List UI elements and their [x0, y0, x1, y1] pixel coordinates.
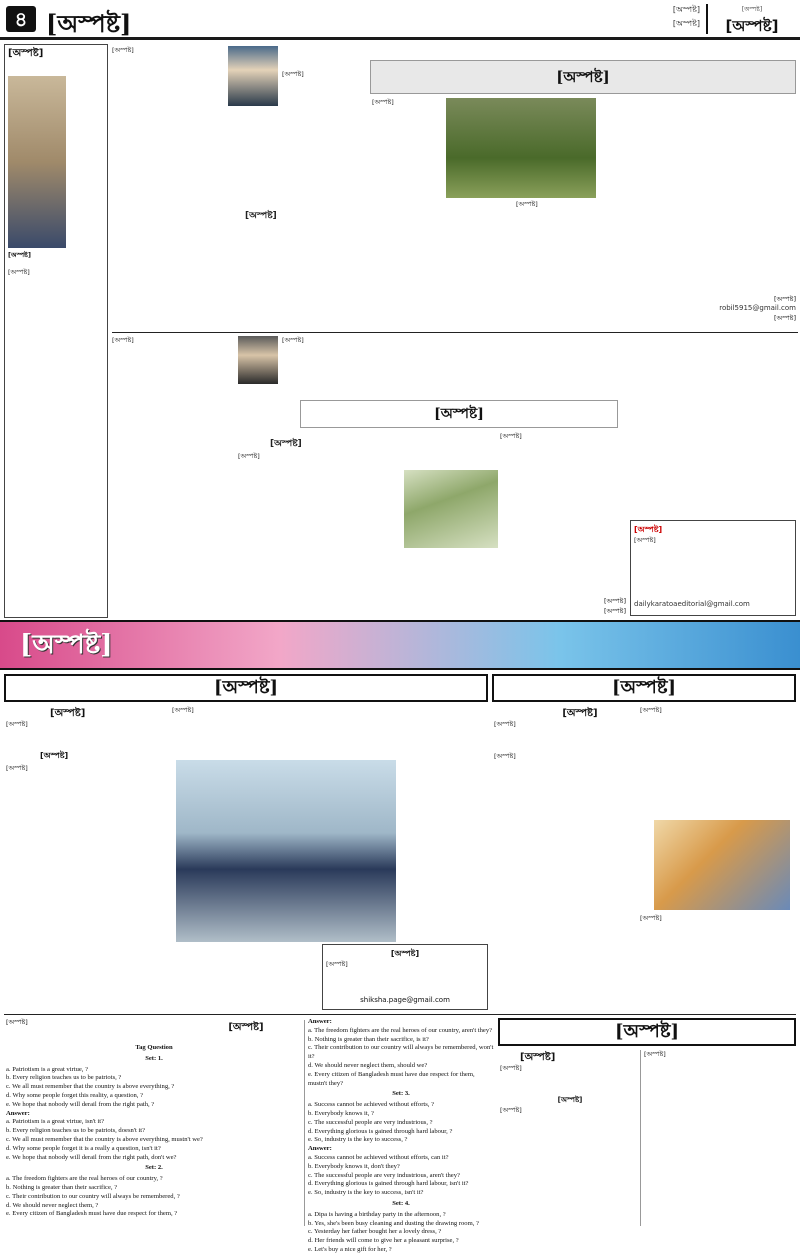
money-photo: [404, 470, 498, 548]
article2-headline: [অস্পষ্ট]: [300, 400, 618, 428]
brand-big: [অস্পষ্ট]: [725, 17, 779, 35]
set2-answer-label: Answer:: [308, 1018, 332, 1025]
editorial-notice-body: [অস্পষ্ট]: [634, 536, 656, 544]
article1-email: robil5915@gmail.com: [719, 304, 796, 312]
english-col-divider: [304, 1020, 305, 1226]
set1-q1: b. Every religion teaches us to be patriots, ?: [6, 1074, 122, 1082]
c1112-note: [অস্পষ্ট]: [640, 914, 662, 922]
set3-title: Set: 3.: [392, 1090, 410, 1098]
set3-a1: b. Everybody knows it, don't they?: [308, 1162, 400, 1170]
class-9-10-banner: [অস্পষ্ট]: [4, 674, 488, 702]
set2-a2: c. Their contribution to our country will always be remembered, won't it?: [308, 1044, 494, 1061]
education-banner-title: [অস্পষ্ট]: [20, 630, 113, 660]
set3-a3: d. Everything glorious is gained through hard labour, isn't it?: [308, 1180, 469, 1188]
set2-q2: c. Their contribution to our country will always be remembered, ?: [6, 1192, 180, 1200]
call-email: shiksha.page@gmail.com: [360, 996, 450, 1004]
c910-subject: [অস্পষ্ট]: [50, 708, 86, 719]
c8-subject: [অস্পষ্ট]: [520, 1052, 556, 1063]
set3-q2: c. The successful people are very industrious, ?: [308, 1118, 433, 1126]
c8-body2: [অস্পষ্ট]: [644, 1050, 666, 1058]
english-section: [অস্পষ্ট]: [228, 1022, 264, 1033]
set2-a1: b. Nothing is greater than their sacrifice, is it?: [308, 1035, 429, 1043]
c1112-body: [অস্পষ্ট]: [494, 752, 516, 760]
set1-a1: b. Every religion teaches us to be patriots, doesn't it?: [6, 1127, 146, 1135]
set4-title: Set: 4.: [392, 1199, 410, 1207]
author-photo-2: [238, 336, 278, 384]
education-banner: [0, 620, 800, 670]
c1112-body2: [অস্পষ্ট]: [640, 706, 662, 714]
editorial-notice-email: dailykaratoaeditorial@gmail.com: [634, 600, 750, 608]
dateline-day: [অস্পষ্ট]: [672, 5, 700, 14]
left-column-body: [অস্পষ্ট]: [8, 268, 30, 276]
set3-a4: e. So, industry is the key to success, isn't it?: [308, 1189, 424, 1197]
set3-q1: b. Everybody knows it, ?: [308, 1109, 374, 1117]
brand-small: [অস্পষ্ট]: [741, 6, 763, 13]
article1-body-b: [অস্পষ্ট]: [282, 70, 304, 78]
set3-q4: e. So, industry is the key to success, ?: [308, 1136, 408, 1144]
article1-phone: [অস্পষ্ট]: [773, 314, 796, 322]
set1-title: Set: 1.: [145, 1054, 163, 1062]
set4-q1: b. Yes, she's been busy cleaning and dusting the drawing room, ?: [308, 1219, 479, 1227]
c910-body2: [অস্পষ্ট]: [172, 706, 194, 714]
set1-q4: e. We hope that nobody will derail from the right path, ?: [6, 1100, 155, 1108]
article1-signoff: [অস্পষ্ট]: [773, 295, 796, 303]
set2-q0: a. The freedom fighters are the real heroes of our country, ?: [6, 1175, 163, 1183]
article2-signoff: [অস্পষ্ট]: [603, 597, 626, 605]
class-8-banner: [অস্পষ্ট]: [498, 1018, 796, 1046]
article1-farm-photo: [446, 98, 596, 198]
c8-author: [অস্পষ্ট]: [500, 1064, 522, 1072]
set2-a3: d. We should never neglect them, should we?: [308, 1061, 428, 1069]
set4-q0: a. Dipa is having a birthday party in the afternoon, ?: [308, 1210, 446, 1218]
c910-chapter: [অস্পষ্ট]: [40, 751, 69, 760]
divider-1: [112, 332, 798, 333]
set1-q2: c. We all must remember that the country is above everything, ?: [6, 1083, 175, 1091]
divider-2: [4, 1014, 796, 1015]
set3-q0: a. Success cannot be achieved without efforts, ?: [308, 1101, 435, 1109]
set2-q1: b. Nothing is greater than their sacrifice, ?: [6, 1183, 118, 1191]
article2-byline: [অস্পষ্ট]: [270, 439, 302, 449]
page-number: ৪: [6, 6, 36, 32]
c1112-author: [অস্পষ্ট]: [494, 720, 516, 728]
article1-headline: [অস্পষ্ট]: [370, 60, 796, 94]
set2-a4: e. Every citizen of Bangladesh must have due respect for them, mustn't they?: [308, 1070, 475, 1087]
masthead-brand: [706, 4, 796, 34]
article1-body-a: [অস্পষ্ট]: [112, 46, 134, 54]
section-title: [অস্পষ্ট]: [46, 9, 132, 38]
article1-byline: [অস্পষ্ট]: [245, 211, 277, 221]
english-right: [308, 1018, 494, 1253]
dateline-date: [অস্পষ্ট]: [672, 19, 700, 28]
students-photo: [176, 760, 396, 942]
set2-q3: d. We should never neglect them, ?: [6, 1201, 99, 1209]
set3-a0: a. Success cannot be achieved without efforts, can it?: [308, 1153, 449, 1161]
c8-body: [অস্পষ্ট]: [500, 1106, 522, 1114]
books-photo: [654, 820, 790, 910]
article2-body-d: [অস্পষ্ট]: [500, 432, 522, 440]
c8-chapter: [অস্পষ্ট]: [557, 1096, 583, 1104]
set1-a0: a. Patriotism is a great virtue, isn't it?: [6, 1118, 105, 1126]
article1-body-c: [অস্পষ্ট]: [372, 98, 394, 106]
left-column-caption: [অস্পষ্ট]: [8, 251, 31, 259]
c1112-subject: [অস্পষ্ট]: [562, 708, 598, 719]
set2-q4: e. Every citizen of Bangladesh must have due respect for them, ?: [6, 1210, 178, 1218]
set2-title: Set: 2.: [145, 1164, 163, 1172]
set3-answer-label: Answer:: [308, 1145, 332, 1153]
call-body: [অস্পষ্ট]: [326, 960, 348, 968]
set3-q3: d. Everything glorious is gained through hard labour, ?: [308, 1127, 453, 1135]
set1-q0: a. Patriotism is a great virtue, ?: [6, 1065, 89, 1073]
c910-body: [অস্পষ্ট]: [6, 764, 28, 772]
set4-q4: e. Let's buy a nice gift for her, ?: [308, 1245, 392, 1253]
english-left: [6, 1042, 302, 1226]
set3-a2: c. The successful people are very industrious, aren't they?: [308, 1171, 460, 1179]
call-title: [অস্পষ্ট]: [390, 949, 420, 958]
left-column-title: [অস্পষ্ট]: [8, 48, 44, 59]
author-photo-1: [228, 46, 278, 106]
left-column-photo: [8, 76, 66, 248]
c8-col-divider: [640, 1050, 641, 1226]
article2-body-c: [অস্পষ্ট]: [238, 452, 260, 460]
set2-a0: a. The freedom fighters are the real heroes of our country, aren't they?: [308, 1026, 493, 1034]
article2-phone: [অস্পষ্ট]: [603, 607, 626, 615]
class-11-12-banner: [অস্পষ্ট]: [492, 674, 796, 702]
set1-a2: c. We all must remember that the country is above everything, mustn't we?: [6, 1135, 203, 1143]
english-title: Tag Question: [135, 1044, 173, 1051]
set1-a4: e. We hope that nobody will derail from the right path, don't we?: [6, 1153, 177, 1161]
editorial-notice-title: [অস্পষ্ট]: [634, 525, 663, 534]
article1-body-d: [অস্পষ্ট]: [516, 200, 538, 208]
set1-answer-label: Answer:: [6, 1109, 30, 1117]
set4-q2: c. Yesterday her father bought her a lovely dress, ?: [308, 1228, 442, 1236]
english-author: [অস্পষ্ট]: [6, 1018, 28, 1026]
article2-body-a: [অস্পষ্ট]: [112, 336, 134, 344]
set1-a3: d. Why some people forget it is a really a question, isn't it?: [6, 1144, 161, 1152]
set1-q3: d. Why some people forget this reality, a question, ?: [6, 1091, 144, 1099]
c910-author: [অস্পষ্ট]: [6, 720, 28, 728]
set4-q3: d. Her friends will come to give her a pleasant surprise, ?: [308, 1237, 459, 1245]
article2-body-b: [অস্পষ্ট]: [282, 336, 304, 344]
